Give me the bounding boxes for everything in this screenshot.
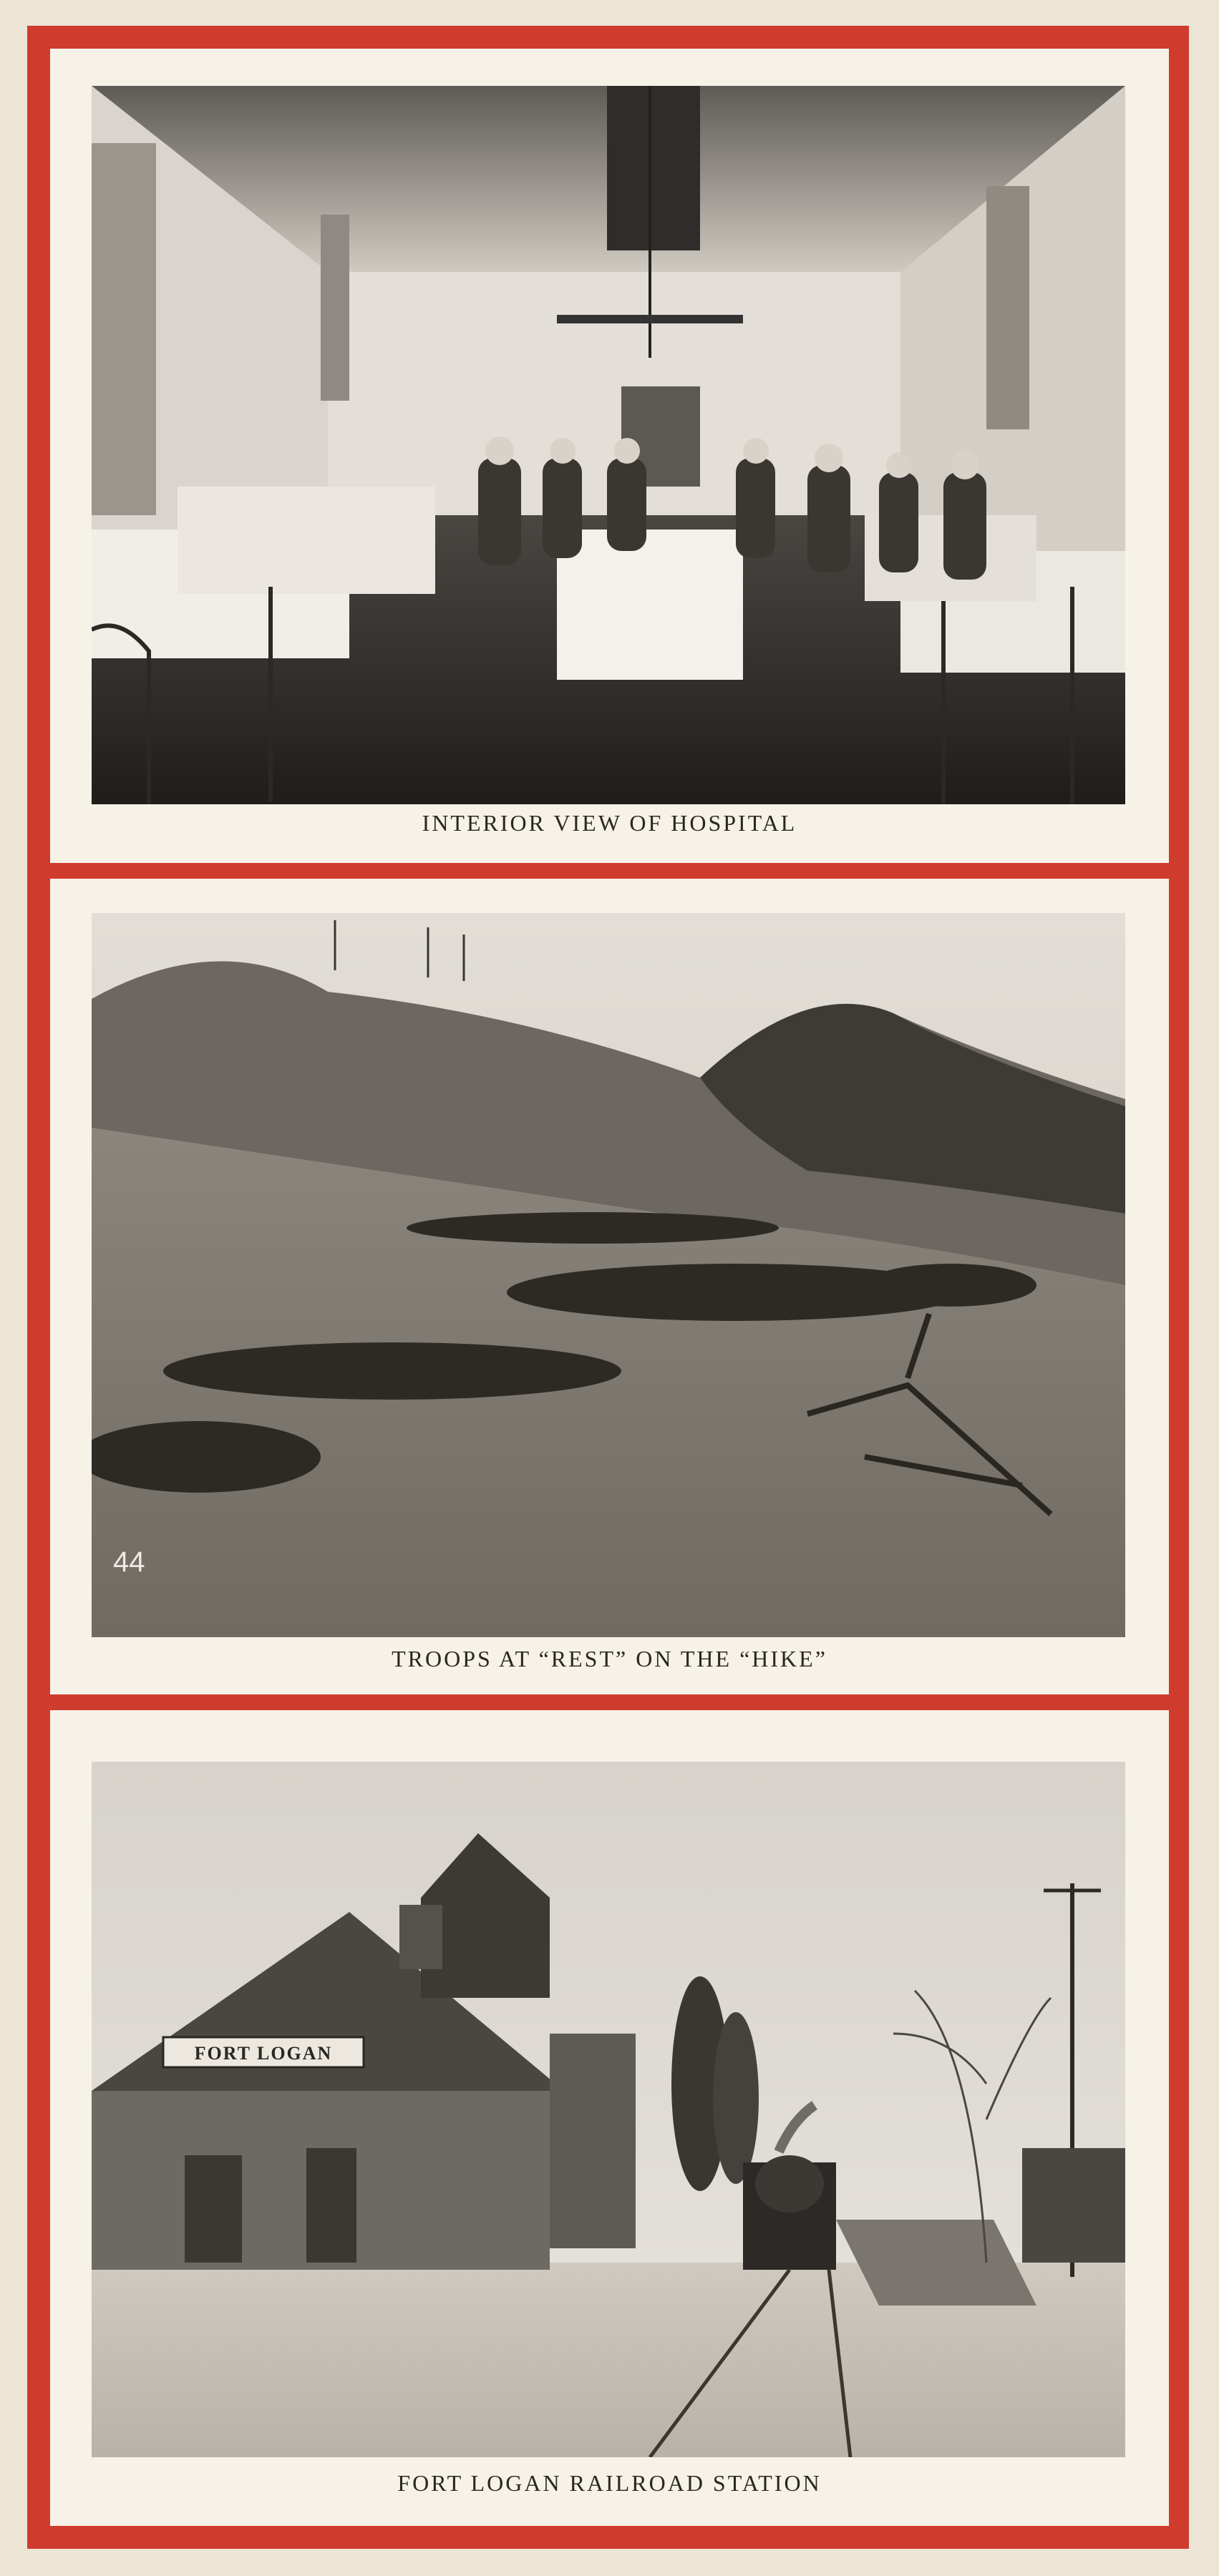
hospital-interior-photo	[92, 86, 1125, 804]
panel-hospital	[50, 49, 1169, 863]
panel-troops	[50, 879, 1169, 1694]
railroad-caption: FORT LOGAN RAILROAD STATION	[397, 2470, 822, 2496]
station-sign-text: FORT LOGAN	[194, 2043, 333, 2064]
hospital-caption: INTERIOR VIEW OF HOSPITAL	[422, 810, 797, 836]
troops-photo-illustration	[92, 913, 1125, 1637]
railroad-station-photo	[92, 1762, 1125, 2457]
troops-hike-photo	[92, 913, 1125, 1637]
station-photo-illustration	[92, 1762, 1125, 2457]
troops-caption: TROOPS AT “REST” ON THE “HIKE”	[392, 1646, 827, 1672]
photo-number-mark: 44	[113, 1546, 145, 1578]
hospital-photo-illustration	[92, 86, 1125, 804]
panel-railroad-station	[50, 1710, 1169, 2526]
